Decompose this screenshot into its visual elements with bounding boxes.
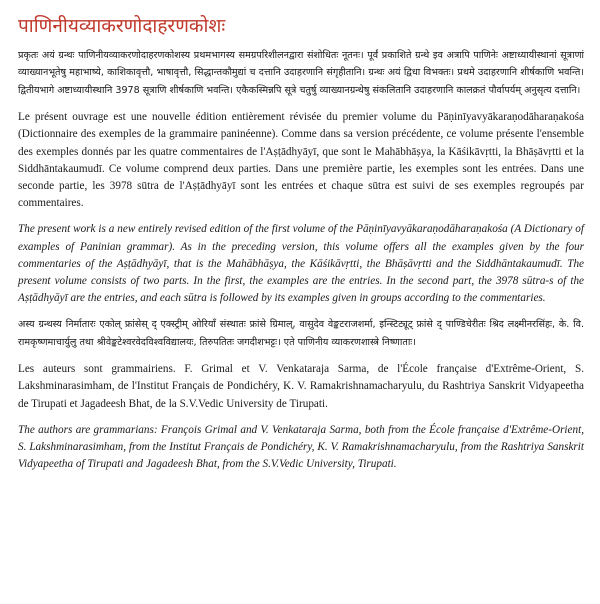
- french-intro-paragraph: Le présent ouvrage est une nouvelle édition entièrement révisée du premier volume du Pāṇinīyavyākaraṇodāharaṇakośa (Dictionnaire des exemples de la grammaire paninéenne). Comme dans sa version précédente, ce volume présente l'ensemble des exemples donnés par les quatre commentaires de l'Aṣṭādhyāyī, que sont le Mahābhāṣya, la Kāśikāvṛtti, la Bhāṣāvṛtti et la Siddhāntakaumudī. Ce volume comprend deux parties. Dans une première partie, les exemples sont les entrées. Dans une seconde partie, les 3978 sūtra de l'Aṣṭādhyāyī sont les entrées et chaque sūtra est suivi de ses exemples regroupés par commentaires.: [18, 111, 584, 210]
- sanskrit-authors-paragraph: अस्य ग्रन्थस्य निर्मातारः एकोल् फ्रांसेस् द् एक्स्ट्रीम् ओरियाँ संस्थातः फ्रांसे ग्रिमाल्, वासुदेव वेङ्कटराजशर्मा, इन्स्टिट्यूट् फ्रांसे द् पाण्डिचेरीतः श्रिद लक्ष्मीनरसिंहः, के. वि. रामकृष्णमाचार्युलु तथा श्रीवेङ्कटेश्वरवेदविश्वविद्यालयः, तिरुपतितः जगदीशभट्टः। एते पाणिनीय व्याकरणशास्त्रे निष्णाताः।: [18, 319, 584, 348]
- sanskrit-intro-paragraph: प्रकृतः अयं ग्रन्थः पाणिनीयव्याकरणोदाहरणकोशस्य प्रथमभागस्य समग्रपरिशीलनद्वारा संशोधितः नूतनः। पूर्वं प्रकाशिते ग्रन्थे इव अत्रापि पाणिनेः अष्टाध्यायीस्थानां सूत्राणां व्याख्यानभूतेषु महाभाष्ये, काशिकावृत्तौ, भाषावृत्तौ, सिद्धान्तकौमुद्यां च दत्तानि उदाहरणानि संगृहीतानि। ग्रन्थः अयं द्विधा विभक्तः। प्रथमे उदाहरणानि शीर्षकाणि भवन्ति। द्वितीयभागे अष्टाध्यायीस्थानि 3978 सूत्राणि शीर्षकाणि भवन्ति। एकैकस्मिन्नपि सूत्रे चतुर्षु व्याख्यानग्रन्थेषु संकलितानि उदाहरणानि कालक्रतं पौर्वापर्यम् अनुसृत्य दत्तानि।: [18, 50, 584, 96]
- page-title: पाणिनीयव्याकरणोदाहरणकोशः: [18, 15, 226, 37]
- english-authors-paragraph: The authors are grammarians: François Grimal and V. Venkataraja Sarma, both from the École française d'Extrême-Orient, S. Lakshminarasimham, from the Institut Français de Pondichéry, K. V. Ramakrishnamacharyulu, from the Rashtriya Sanskrit Vidyapeetha of Tirupati and Jagadeesh Bhat, from the S.V.Vedic University, Tirupati.: [18, 423, 584, 471]
- english-intro-paragraph: The present work is a new entirely revised edition of the first volume of the Pāṇinīyavyākaraṇodāharaṇakośa (A Dictionary of examples of Paninian grammar). As in the preceding version, this volume offers all the examples given by the four commentaries of the Aṣṭādhyāyī, that is the Mahābhāṣya, the Kāśikāvṛtti, the Bhāṣāvṛtti and the Siddhāntakaumudī. The present volume consists of two parts. In the first, the examples are the entries. In the second part, the 3978 sūtra-s of the Aṣṭādhyāyī are the entries, and each sūtra is followed by its examples given in groups according to the commentaries.: [18, 223, 584, 305]
- french-authors-paragraph: Les auteurs sont grammairiens. F. Grimal et V. Venkataraja Sarma, de l'École française d'Extrême-Orient, S. Lakshminarasimham, de l'Institut Français de Pondichéry, K. V. Ramakrishnamacharyulu, du Rashtriya Sanskrit Vidyapeetha de Tirupati et Jagadeesh Bhat, de la S.V.Vedic University de Tirupati.: [18, 363, 584, 410]
